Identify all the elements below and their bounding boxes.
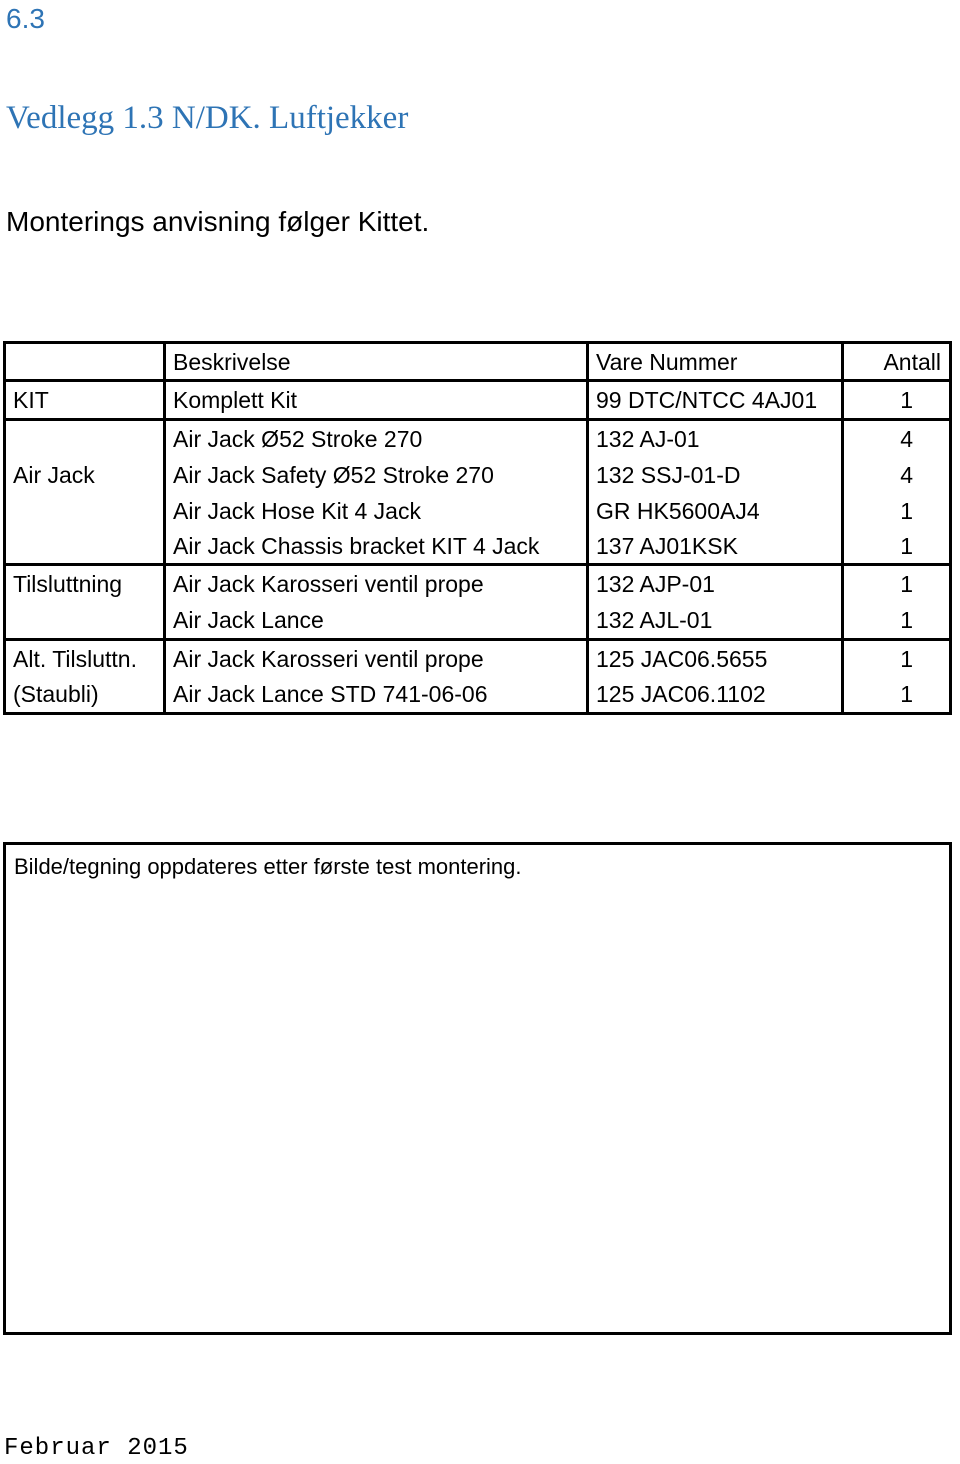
parts-table — [3, 341, 952, 715]
table-header-row — [5, 343, 951, 381]
cell-article: 125 JAC06.5655 — [588, 640, 843, 677]
table-row — [5, 493, 951, 529]
cell-description: Komplett Kit — [165, 381, 588, 420]
cell-article: GR HK5600AJ4 — [588, 493, 843, 529]
drawing-note: Bilde/tegning oppdateres etter første test montering. — [14, 854, 522, 879]
table-row — [5, 677, 951, 714]
table-row — [5, 458, 951, 493]
cell-quantity: 4 — [843, 420, 951, 458]
cell-category — [5, 420, 165, 458]
cell-category — [5, 603, 165, 640]
section-number: 6.3 — [6, 3, 45, 34]
header-quantity: Antall — [843, 343, 951, 381]
cell-category — [5, 529, 165, 565]
cell-category: KIT — [5, 381, 165, 420]
cell-article: 132 AJ-01 — [588, 420, 843, 458]
cell-quantity: 1 — [843, 603, 951, 640]
table-row — [5, 420, 951, 458]
cell-article: 125 JAC06.1102 — [588, 677, 843, 714]
cell-quantity: 1 — [843, 640, 951, 677]
cell-description: Air Jack Karosseri ventil prope — [165, 640, 588, 677]
cell-description: Air Jack Hose Kit 4 Jack — [165, 493, 588, 529]
cell-quantity: 1 — [843, 677, 951, 714]
cell-article: 137 AJ01KSK — [588, 529, 843, 565]
cell-quantity: 1 — [843, 529, 951, 565]
cell-description: Air Jack Ø52 Stroke 270 — [165, 420, 588, 458]
footer-date: Februar 2015 — [4, 1435, 189, 1462]
page-title: Vedlegg 1.3 N/DK. Luftjekker — [6, 100, 409, 136]
cell-quantity: 1 — [843, 565, 951, 603]
cell-description: Air Jack Safety Ø52 Stroke 270 — [165, 458, 588, 493]
cell-category: Air Jack — [5, 458, 165, 493]
cell-category: Tilsluttning — [5, 565, 165, 603]
cell-description: Air Jack Lance — [165, 603, 588, 640]
cell-description: Air Jack Lance STD 741-06-06 — [165, 677, 588, 714]
table-row — [5, 381, 951, 420]
cell-category — [5, 493, 165, 529]
table-row — [5, 565, 951, 603]
header-description: Beskrivelse — [165, 343, 588, 381]
header-category — [5, 343, 165, 381]
table-row — [5, 640, 951, 677]
cell-description: Air Jack Karosseri ventil prope — [165, 565, 588, 603]
cell-article: 132 AJL-01 — [588, 603, 843, 640]
header-article: Vare Nummer — [588, 343, 843, 381]
cell-description: Air Jack Chassis bracket KIT 4 Jack — [165, 529, 588, 565]
cell-article: 132 AJP-01 — [588, 565, 843, 603]
intro-text: Monterings anvisning følger Kittet. — [6, 206, 430, 237]
cell-category: Alt. Tilsluttn. — [5, 640, 165, 677]
cell-quantity: 1 — [843, 493, 951, 529]
drawing-placeholder-box — [3, 842, 952, 1335]
cell-quantity: 4 — [843, 458, 951, 493]
cell-article: 132 SSJ-01-D — [588, 458, 843, 493]
cell-category: (Staubli) — [5, 677, 165, 714]
cell-quantity: 1 — [843, 381, 951, 420]
table-row — [5, 603, 951, 640]
cell-article: 99 DTC/NTCC 4AJ01 — [588, 381, 843, 420]
table-row — [5, 529, 951, 565]
